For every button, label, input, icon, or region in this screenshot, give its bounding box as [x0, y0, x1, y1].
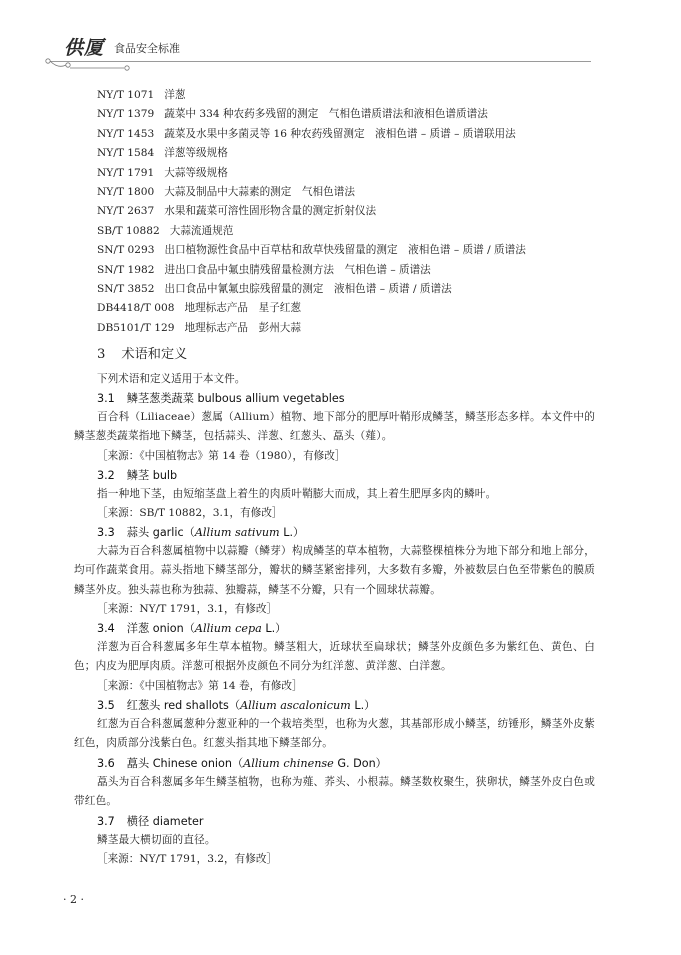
brand-calligraphy: 供厦 — [64, 37, 105, 59]
term-number: 3.2 — [97, 469, 115, 482]
reference-item — [97, 202, 526, 221]
reference-title: 蔬菜中 334 种农药多残留的测定 气相色谱质谱法和液相色谱质谱法 — [164, 108, 488, 121]
reference-item — [97, 319, 526, 338]
page-number: · 2 · — [63, 893, 84, 906]
term-definition: 大蒜为百合科葱属植物中以蒜瓣（鳞芽）构成鳞茎的草本植物，大蒜整棵植株分为地下部分和地上部分，均可作蔬菜食用。蒜头指地下鳞茎部分，瓣状的鳞茎紧密排列，大多数有多瓣，外被数层白色至带紫色的膜质鳞茎外皮。独头蒜也称为独蒜、独瓣蒜，鳞茎不分瓣，只有一个圆球状蒜瓣。 — [74, 545, 595, 596]
reference-code: NY/T 1791 — [97, 166, 155, 179]
term-definition: 百合科（Liliaceae）葱属（Allium）植物、地下部分的肥厚叶鞘形成鳞茎，鳞茎形态多样。本文件中的鳞茎葱类蔬菜指地下鳞茎，包括蒜头、洋葱、红葱头、藠头（薤）。 — [74, 411, 595, 443]
reference-code: NY/T 1584 — [97, 147, 155, 160]
term-source: ［来源：《中国植物志》第 14 卷（1980），有修改］ — [97, 450, 346, 462]
term-author: L.） — [261, 622, 287, 635]
term-number: 3.6 — [97, 757, 115, 770]
term-name: 蒜头 garlic（ — [126, 526, 195, 539]
reference-title: 大蒜流通规范 — [169, 224, 234, 237]
reference-title: 水果和蔬菜可溶性固形物含量的测定折射仪法 — [164, 205, 377, 218]
term-name: 藠头 Chinese onion（ — [126, 757, 244, 770]
term-latin-name: Allium cepa — [194, 622, 262, 635]
term-source: ［来源：NY/T 1791，3.1，有修改］ — [97, 603, 278, 615]
section-heading — [97, 343, 187, 362]
reference-title: 蔬菜及水果中多菌灵等 16 种农药残留测定 液相色谱 – 质谱 – 质谱联用法 — [164, 127, 516, 140]
term-definition: 鳞茎最大横切面的直径。 — [97, 834, 216, 846]
page-header — [0, 0, 681, 80]
term-latin-name: Allium ascalonicum — [240, 699, 351, 712]
reference-title: 地理标志产品 彭州大蒜 — [184, 321, 301, 334]
reference-item — [97, 86, 526, 105]
reference-item — [97, 164, 526, 183]
reference-title: 出口食品中氰氟虫腙残留量的测定 液相色谱 – 质谱 / 质谱法 — [164, 282, 452, 295]
reference-title: 洋葱等级规格 — [164, 147, 228, 160]
reference-title: 进出口食品中氟虫腈残留量检测方法 气相色谱 – 质谱法 — [164, 263, 431, 276]
section-title: 术语和定义 — [121, 347, 188, 362]
term-latin-name: Allium sativum — [194, 526, 280, 539]
reference-code: NY/T 1379 — [97, 108, 155, 121]
term-number: 3.3 — [97, 526, 115, 539]
reference-item — [97, 222, 526, 241]
reference-code: SN/T 1982 — [97, 263, 155, 276]
term-number: 3.4 — [97, 622, 115, 635]
reference-title: 洋葱 — [164, 89, 186, 101]
reference-item — [97, 299, 526, 318]
term-heading — [97, 812, 203, 831]
section-intro: 下列术语和定义适用于本文件。 — [97, 373, 246, 385]
reference-code: NY/T 1800 — [97, 185, 155, 198]
term-name: 红葱头 red shallots（ — [126, 699, 241, 712]
reference-code: NY/T 1453 — [97, 127, 155, 140]
term-definition: 藠头为百合科葱属多年生鳞茎植物，也称为薤、荞头、小根蒜。鳞茎数枚聚生，狭卵状，鳞茎外皮白色或带红色。 — [74, 776, 595, 808]
term-name: 鳞茎葱类蔬菜 bulbous allium vegetables — [126, 392, 345, 405]
reference-code: DB4418/T 008 — [97, 302, 175, 315]
term-name: 横径 diameter — [126, 815, 204, 828]
term-heading — [97, 619, 286, 638]
term-number: 3.7 — [97, 815, 115, 828]
term-heading — [97, 389, 345, 408]
term-definition: 洋葱为百合科葱属多年生草本植物。鳞茎粗大，近球状至扁球状；鳞茎外皮颜色多为紫红色、黄色、白色；内皮为肥厚肉质。洋葱可根据外皮颜色不同分为红洋葱、黄洋葱、白洋葱。 — [74, 641, 595, 673]
reference-code: DB5101/T 129 — [97, 321, 175, 334]
term-definition: 指一种地下茎，由短缩茎盘上着生的肉质叶鞘膨大而成，其上着生肥厚多肉的鳞叶。 — [97, 488, 497, 500]
reference-code: SN/T 0293 — [97, 244, 155, 257]
term-number: 3.5 — [97, 699, 115, 712]
term-heading — [97, 466, 177, 485]
reference-code: NY/T 1071 — [97, 89, 155, 101]
reference-code: SB/T 10882 — [97, 224, 160, 237]
term-name: 鳞茎 bulb — [126, 469, 178, 482]
term-heading — [97, 523, 304, 542]
normative-reference-list — [97, 86, 526, 338]
reference-item — [97, 183, 526, 202]
term-source: ［来源：《中国植物志》第 14 卷，有修改］ — [97, 680, 303, 692]
term-author: L.） — [350, 699, 376, 712]
reference-item — [97, 241, 526, 260]
brand-subtitle: 食品安全标准 — [114, 42, 180, 55]
term-source: ［来源：NY/T 1791，3.2，有修改］ — [97, 853, 278, 865]
reference-code: SN/T 3852 — [97, 282, 155, 295]
reference-title: 地理标志产品 星子红葱 — [184, 302, 301, 315]
section-number: 3 — [97, 347, 106, 362]
reference-item — [97, 144, 526, 163]
term-definition: 红葱为百合科葱属葱种分葱亚种的一个栽培类型，也称为火葱，其基部形成小鳞茎，纺锤形，鳞茎外皮紫红色，肉质部分浅紫白色。红葱头指其地下鳞茎部分。 — [74, 718, 595, 750]
reference-item — [97, 125, 526, 144]
reference-title: 大蒜等级规格 — [164, 166, 228, 179]
reference-item — [97, 280, 526, 299]
header-ornament-icon — [44, 55, 164, 75]
term-author: L.） — [279, 526, 305, 539]
term-heading — [97, 696, 375, 715]
term-source: ［来源：SB/T 10882，3.1，有修改］ — [97, 507, 283, 519]
reference-title: 大蒜及制品中大蒜素的测定 气相色谱法 — [164, 185, 355, 198]
term-heading — [97, 754, 387, 773]
reference-code: NY/T 2637 — [97, 205, 155, 218]
term-author: G. Don） — [333, 757, 387, 770]
term-name: 洋葱 onion（ — [126, 622, 195, 635]
term-latin-name: Allium chinense — [243, 757, 334, 770]
reference-item — [97, 261, 526, 280]
reference-item — [97, 105, 526, 124]
reference-title: 出口植物源性食品中百草枯和敌草快残留量的测定 液相色谱 – 质谱 / 质谱法 — [164, 244, 526, 257]
term-number: 3.1 — [97, 392, 115, 405]
